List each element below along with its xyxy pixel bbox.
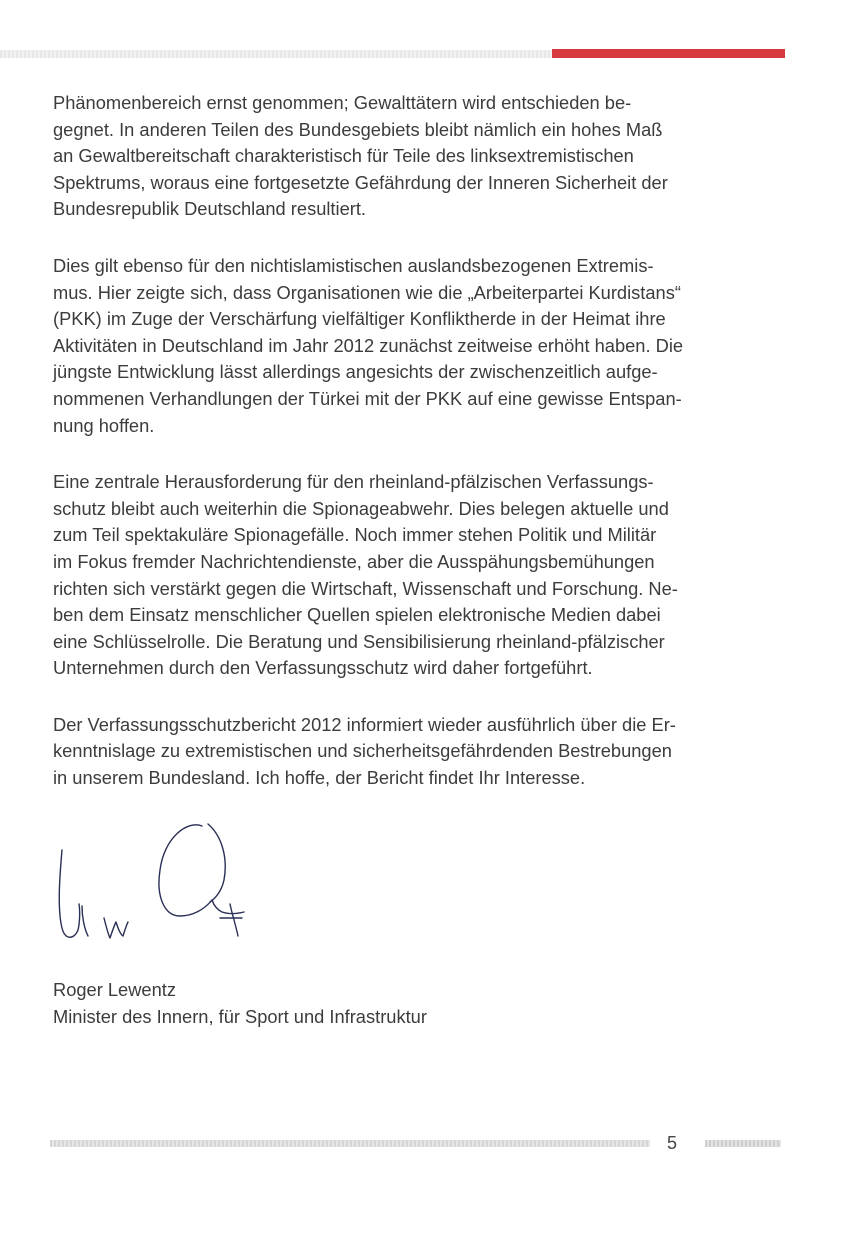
footer-rule-end — [705, 1140, 781, 1147]
text-line: kenntnislage zu extremistischen und sicherheitsgefährdenden Bestrebungen — [53, 740, 672, 762]
paragraph — [53, 712, 788, 792]
text-line: zum Teil spektakuläre Spionagefälle. Noch immer stehen Politik und Militär — [53, 524, 657, 546]
text-line: Spektrums, woraus eine fortgesetzte Gefährdung der Inneren Sicherheit der — [53, 171, 668, 193]
body-text — [53, 90, 788, 822]
text-line: gegnet. In anderen Teilen des Bundesgebiets bleibt nämlich ein hohes Maß — [53, 118, 663, 140]
text-line: Unternehmen durch den Verfassungsschutz wird daher fortgeführt. — [53, 657, 593, 679]
text-line: ben dem Einsatz menschlicher Quellen spielen elektronische Medien dabei — [53, 604, 661, 626]
text-line: Eine zentrale Herausforderung für den rheinland-pfälzischen Verfassungs- — [53, 471, 654, 493]
header-rule — [0, 50, 560, 58]
text-line: in unserem Bundesland. Ich hoffe, der Bericht findet Ihr Interesse. — [53, 767, 586, 789]
text-line: (PKK) im Zuge der Verschärfung vielfältiger Konfliktherde in der Heimat ihre — [53, 308, 666, 330]
text-line: mus. Hier zeigte sich, dass Organisationen wie die „Arbeiterpartei Kurdistans“ — [53, 281, 681, 303]
text-line: an Gewaltbereitschaft charakteristisch für Teile des linksextremistischen — [53, 145, 634, 167]
text-line: im Fokus fremder Nachrichtendienste, aber die Ausspähungsbemühungen — [53, 550, 655, 572]
text-line: nommenen Verhandlungen der Türkei mit der PKK auf eine gewisse Entspan- — [53, 387, 682, 409]
text-line: jüngste Entwicklung lässt allerdings angesichts der zwischenzeitlich aufge- — [53, 361, 658, 383]
paragraph — [53, 469, 788, 682]
paragraph — [53, 253, 788, 439]
text-line: Der Verfassungsschutzbericht 2012 informiert wieder ausführlich über die Er- — [53, 713, 676, 735]
text-line: Bundesrepublik Deutschland resultiert. — [53, 198, 366, 220]
text-line: eine Schlüsselrolle. Die Beratung und Sensibilisierung rheinland-pfälzischer — [53, 630, 665, 652]
footer-rule — [50, 1140, 650, 1147]
signer-block — [53, 977, 427, 1030]
paragraph — [53, 90, 788, 223]
signature-icon — [52, 818, 262, 948]
signer-name: Roger Lewentz — [53, 979, 176, 1000]
header-accent-bar — [552, 49, 785, 58]
text-line: Phänomenbereich ernst genommen; Gewalttätern wird entschieden be- — [53, 92, 632, 113]
signer-title: Minister des Innern, für Sport und Infrastruktur — [53, 1005, 427, 1027]
text-line: schutz bleibt auch weiterhin die Spionageabwehr. Dies belegen aktuelle und — [53, 497, 669, 519]
text-line: richten sich verstärkt gegen die Wirtschaft, Wissenschaft und Forschung. Ne- — [53, 577, 678, 599]
page-number: 5 — [667, 1133, 678, 1153]
text-line: Aktivitäten in Deutschland im Jahr 2012 zunächst zeitweise erhöht haben. Die — [53, 334, 684, 356]
text-line: Dies gilt ebenso für den nichtislamistischen auslandsbezogenen Extremis- — [53, 254, 654, 276]
text-line: nung hoffen. — [53, 414, 155, 436]
